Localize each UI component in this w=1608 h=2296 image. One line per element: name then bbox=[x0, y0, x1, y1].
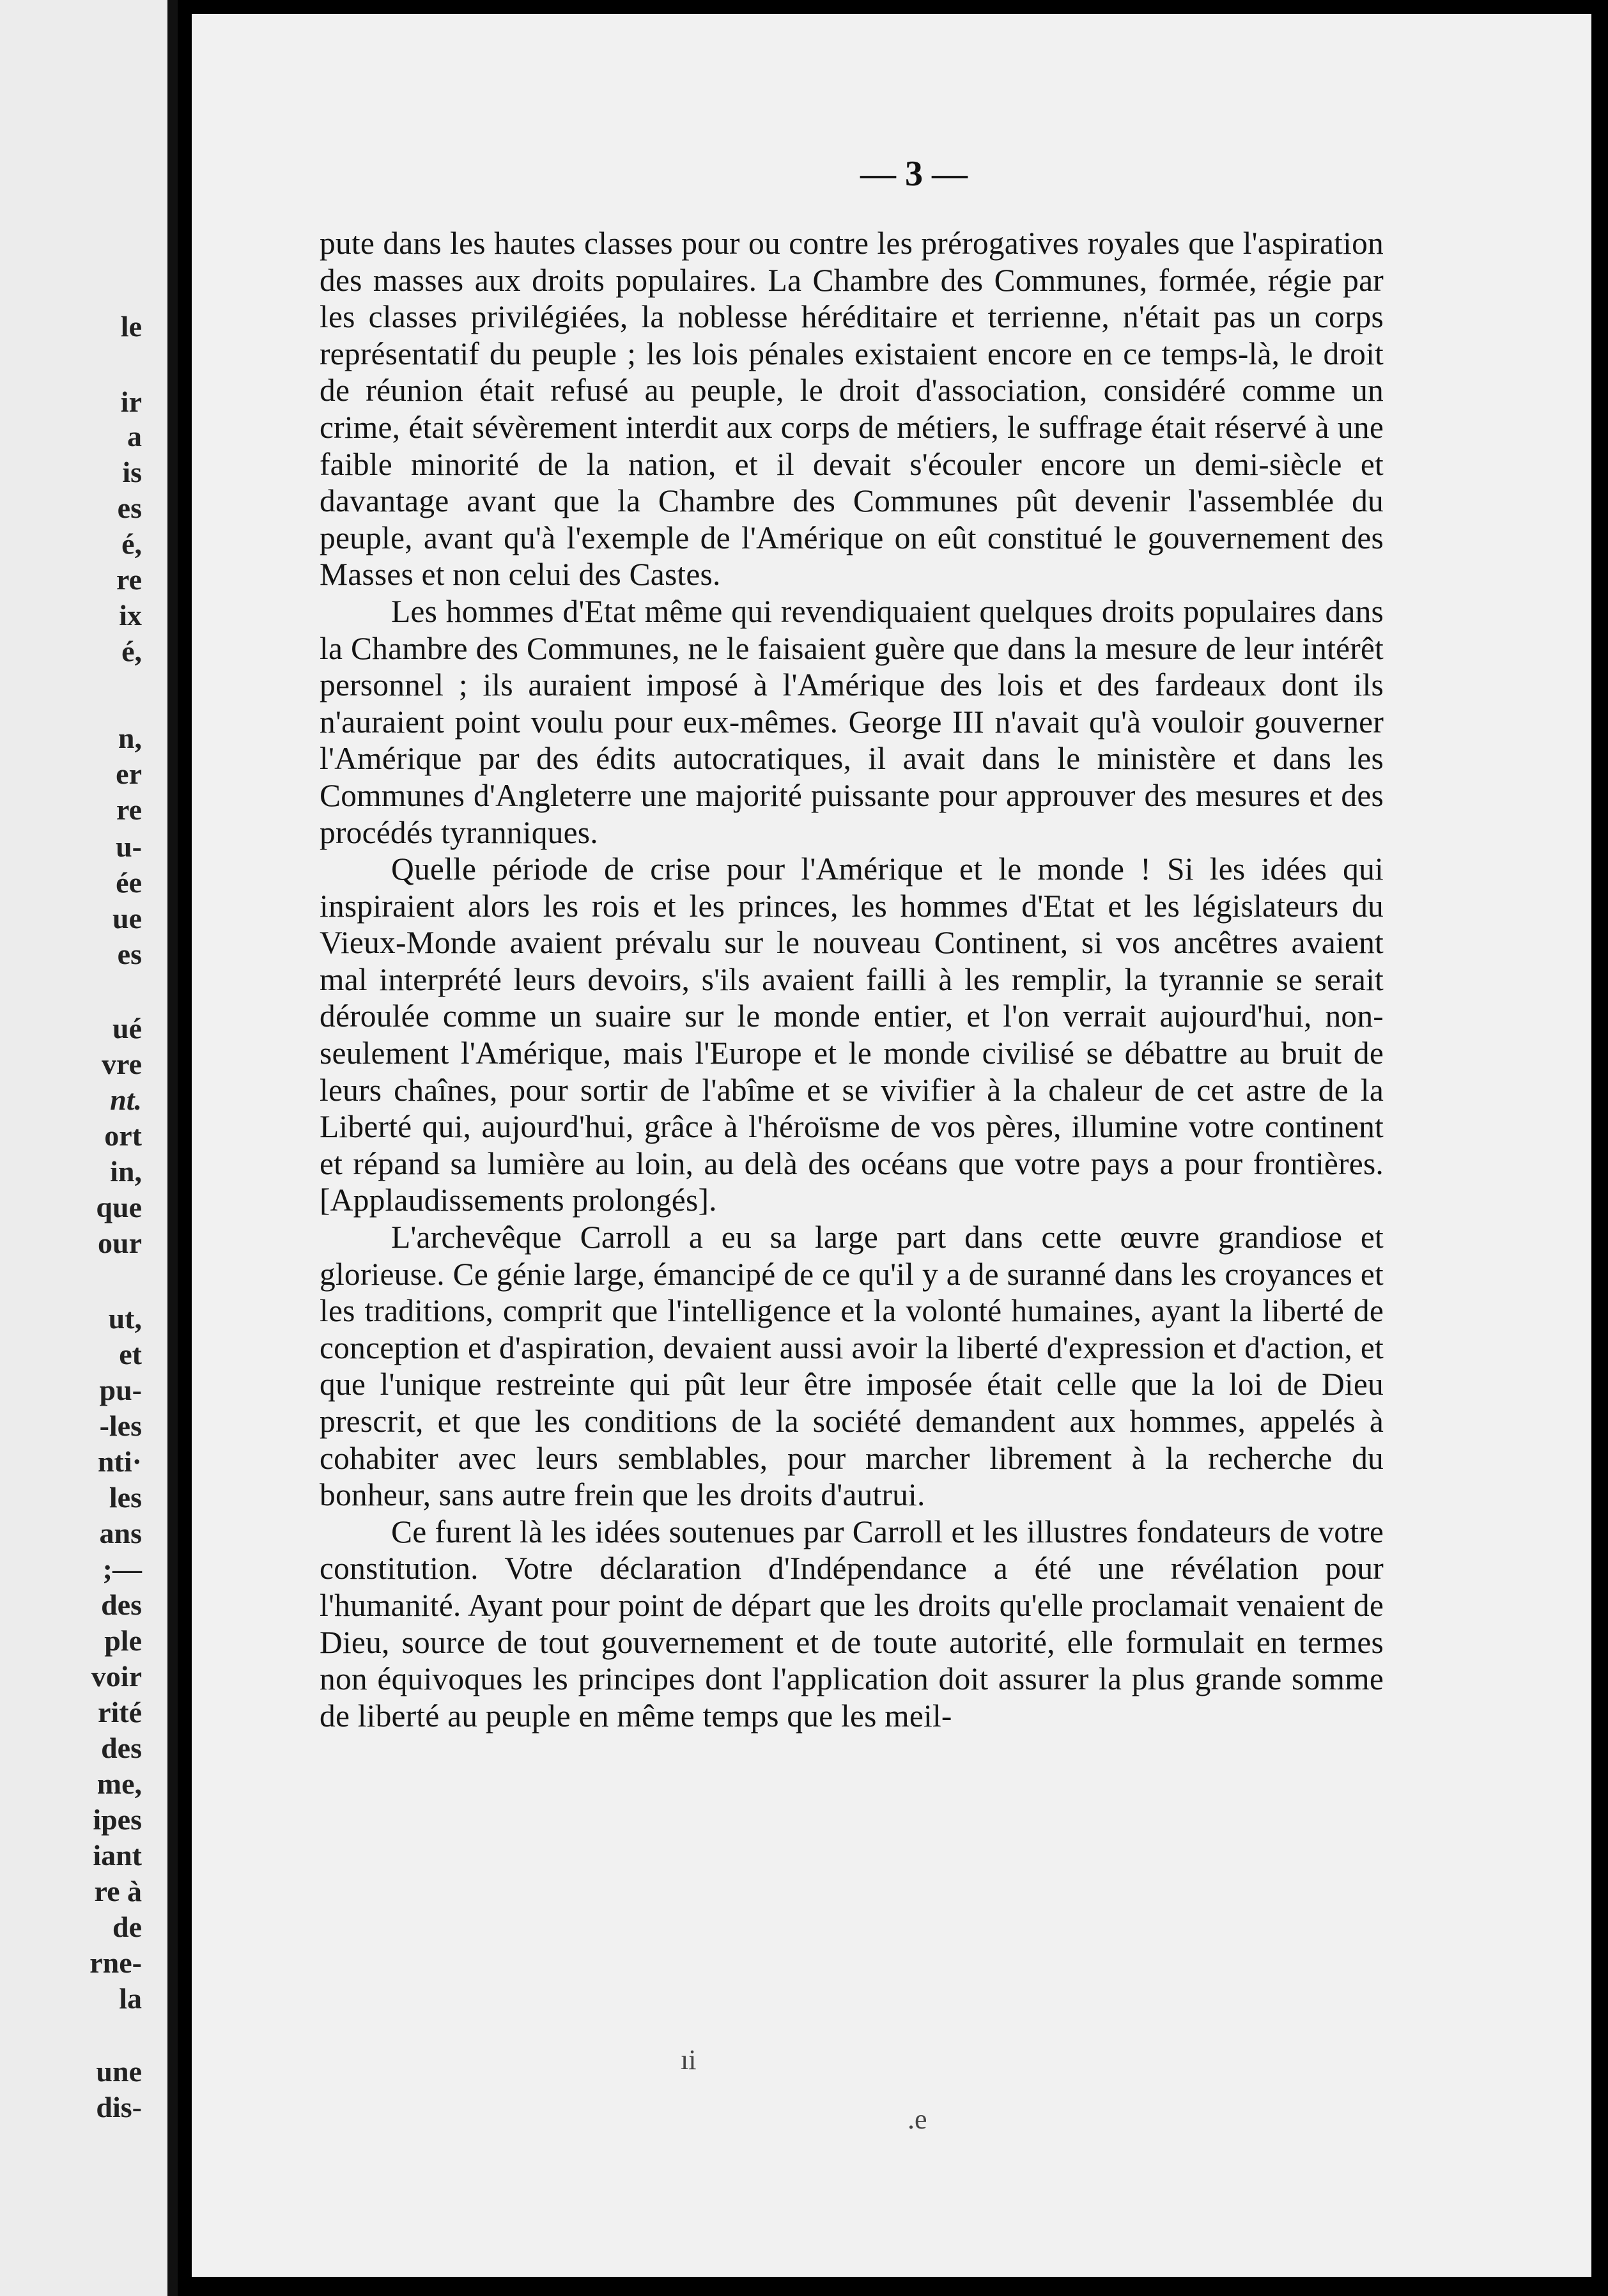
facing-page-fragment: ;— bbox=[102, 1553, 142, 1585]
facing-page-fragment: voir bbox=[91, 1660, 142, 1693]
facing-page-fragment: que bbox=[96, 1191, 142, 1223]
facing-page-fragment: ée bbox=[116, 866, 142, 899]
paragraph-3: Quelle période de crise pour l'Amérique et le monde ! Si les idées qui inspiraient alors les rois et les princes, les hommes d'Etat et les législateurs du Vieux-Monde avaient prévalu sur le nouveau Continent, si vos ancêtres avaient mal interprété leurs devoirs, s'ils avaient failli à les remplir, la tyrannie se serait déroulée comme un suaire sur le monde entier, et l'on verrait aujourd'hui, non-seulement l'Amérique, mais l'Europe et le monde civilisé se débattre au bruit de leurs chaînes, pour sortir de l'abîme et se vivifier à la chaleur de cet astre de la Liberté qui, aujourd'hui, grâce à l'héroïsme de vos pères, illumine votre continent et répand sa lumière au loin, au delà des océans que votre pays a pour frontières. [Applaudissements prolongés]. bbox=[320, 851, 1384, 1218]
facing-page-fragment: me, bbox=[97, 1767, 142, 1800]
facing-page-fragment: nt. bbox=[110, 1083, 142, 1116]
facing-page-fragment: ple bbox=[104, 1624, 142, 1657]
facing-page-fragment: in, bbox=[110, 1155, 142, 1188]
facing-page-fragment: ir bbox=[120, 385, 142, 418]
facing-page-fragment: ut, bbox=[108, 1302, 142, 1335]
facing-page-fragment: ix bbox=[119, 599, 142, 632]
facing-page-fragment: rne- bbox=[89, 1946, 142, 1979]
facing-page-fragment: ue bbox=[112, 902, 142, 935]
footer-mark-1: ıi bbox=[681, 2044, 697, 2075]
facing-page-fragment: ipes bbox=[93, 1803, 142, 1836]
facing-page-fragment: les bbox=[109, 1481, 142, 1514]
facing-page-fragment: re bbox=[116, 793, 142, 826]
paragraph-1: pute dans les hautes classes pour ou contre les prérogatives royales que l'aspiration des masses aux droits populaires. La Chambre des Communes, formée, régie par les classes privilégiées, la noblesse héréditaire et terrienne, n'était pas un corps représentatif du peuple ; les lois pénales existaient encore en ce temps-là, le droit de réunion était refusé au peuple, le droit d'association, considéré comme un crime, était sévèrement interdit aux corps de métiers, le suffrage était réservé à une faible minorité de la nation, et il devait s'écouler encore un demi-siècle et davantage avant que la Chambre des Communes pût devenir l'assemblée du peuple, avant qu'à l'exemple de l'Amérique on eût constitué le gouvernement des Masses et non celui des Castes. bbox=[320, 226, 1384, 593]
facing-page-fragment: ans bbox=[99, 1517, 142, 1549]
facing-page-fragment: é, bbox=[121, 635, 142, 667]
facing-page-fragment: pu- bbox=[99, 1374, 142, 1406]
facing-page-fragment: le bbox=[120, 310, 142, 343]
paragraph-2: Les hommes d'Etat même qui revendiquaient quelques droits populaires dans la Chambre des Communes, ne le faisaient guère que dans la mesure de leur intérêt personnel ; ils auraient imposé à l'Amérique des lois et des fardeaux dont ils n'auraient point voulu pour eux-mêmes. George III n'avait qu'à vouloir gouverner l'Amérique par des édits autocratiques, il avait dans le ministère et dans les Communes d'Angleterre une majorité puissante pour approuver des mesures et des procédés tyranniques. bbox=[320, 593, 1384, 850]
facing-page-fragment: ué bbox=[112, 1012, 142, 1044]
facing-page-fragment: re bbox=[116, 563, 142, 596]
paragraph-5: Ce furent là les idées soutenues par Carroll et les illustres fondateurs de votre constitution. Votre déclaration d'Indépendance a été une révélation pour l'humanité. Ayant pour point de départ que les droits qu'elle proclamait venaient de Dieu, source de tout gouvernement et de toute autorité, elle formulait en termes non équivoques les principes dont l'application doit assurer la plus grande somme de liberté au peuple en même temps que les meil- bbox=[320, 1514, 1384, 1734]
facing-page-fragment: de bbox=[112, 1911, 142, 1943]
facing-page-fragment: et bbox=[119, 1338, 142, 1370]
facing-page-fragment: nti· bbox=[97, 1445, 142, 1478]
facing-page-fragment: n, bbox=[118, 722, 142, 754]
page-text bbox=[320, 225, 1384, 1734]
facing-page-fragment: la bbox=[119, 1982, 142, 2015]
facing-page-fragment: des bbox=[101, 1732, 142, 1764]
facing-page-fragment: iant bbox=[93, 1839, 142, 1872]
facing-page-fragment: rité bbox=[98, 1696, 142, 1728]
facing-page-fragment: des bbox=[101, 1588, 142, 1621]
facing-page-fragment: -les bbox=[99, 1409, 142, 1442]
facing-page-fragment: es bbox=[117, 938, 142, 970]
facing-page-fragment: u- bbox=[116, 830, 142, 863]
facing-page-fragment: re à bbox=[94, 1875, 142, 1907]
facing-page-fragment: une bbox=[96, 2055, 142, 2088]
facing-page-fragment: vre bbox=[101, 1048, 142, 1080]
facing-page-fragment: es bbox=[117, 492, 142, 524]
facing-page-fragment: é, bbox=[121, 527, 142, 560]
page-number: — 3 — bbox=[860, 154, 968, 194]
facing-page-fragment: our bbox=[98, 1227, 142, 1259]
footer-mark-2: .e bbox=[908, 2104, 927, 2135]
facing-page-fragment: dis- bbox=[96, 2091, 142, 2123]
facing-page-fragment: ort bbox=[104, 1119, 142, 1152]
book-page bbox=[192, 14, 1591, 2277]
facing-page-fragment: a bbox=[127, 420, 142, 453]
facing-page-edge bbox=[0, 0, 178, 2296]
paragraph-4: L'archevêque Carroll a eu sa large part dans cette œuvre grandiose et glorieuse. Ce génie large, émancipé de ce qu'il y a de suranné dans les croyances et les traditions, comprit que l'intelligence et la volonté humaines, ayant la liberté de conception et d'aspiration, devaient aussi avoir la liberté d'expression et d'action, et que l'unique restreinte qui pût leur être imposée était celle que la loi de Dieu prescrit, et que les conditions de la société demandent aux hommes, appelés à cohabiter avec leurs semblables, pour marcher librement à la recherche du bonheur, sans autre frein que les droits d'autrui. bbox=[320, 1220, 1384, 1513]
facing-page-fragment: is bbox=[122, 456, 142, 488]
facing-page-fragment: er bbox=[116, 757, 142, 790]
